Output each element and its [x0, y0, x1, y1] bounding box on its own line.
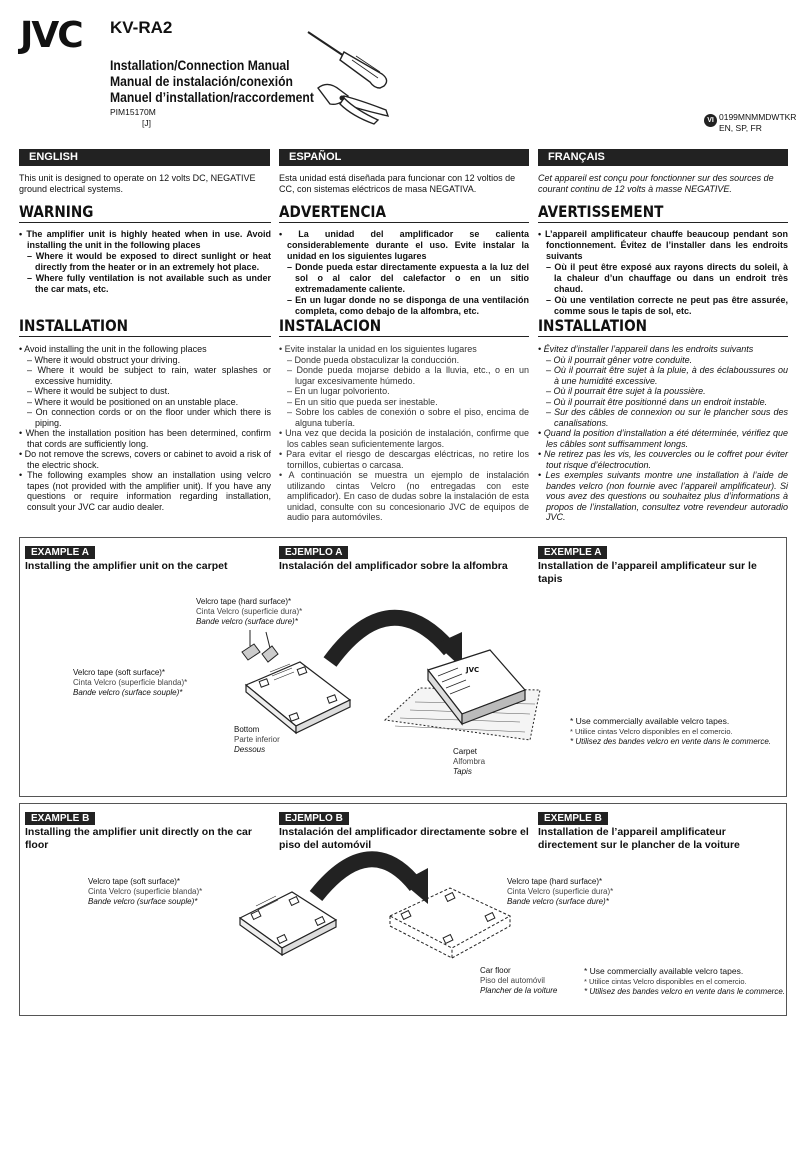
install-lead: • Avoid installing the unit in the following places	[19, 344, 207, 354]
install-sub: – Sobre los cables de conexión o sobre el piso, encima de alguna tubería.	[287, 407, 529, 428]
install-bullet: • Quand la position d’installation a été déterminée, vérifiez que les câbles sont suffisamment longs.	[538, 428, 788, 449]
install-sub: – Où il pourrait être sujet à la poussière.	[546, 386, 706, 396]
caption-fr: Bande velcro (surface souple)*	[73, 688, 183, 697]
part-number-block	[110, 107, 156, 129]
part-number: PIM15170M	[110, 107, 156, 117]
warning-sub: – Donde pueda estar directamente expuesta a la luz del sol o al calor del calefactor o en un sitio extremadamente caliente.	[287, 262, 529, 294]
installation-text-english	[19, 344, 271, 512]
divider	[279, 222, 529, 223]
install-bullet: • Ne retirez pas les vis, les couvercles ou le coffret pour éviter tout risque d’électrocution.	[538, 449, 788, 470]
caption-soft-surface-a	[73, 668, 187, 698]
brand-logo: JVC	[20, 15, 82, 56]
recycle-icon: VI	[704, 114, 717, 127]
caption-en: Carpet	[453, 747, 478, 756]
velcro-tape-icon	[242, 630, 278, 662]
lang-bar-french: FRANÇAIS	[538, 149, 788, 166]
intro-spanish: Esta unidad está diseñada para funcionar con 12 voltios de CC, con sistemas eléctricos de masa NEGATIVA.	[279, 173, 516, 194]
title-en: Installation/Connection Manual	[110, 58, 290, 73]
amplifier-bottom-view	[246, 662, 350, 733]
warning-sub: – Where fully ventilation is not available such as under the car mats, etc.	[27, 273, 271, 294]
caption-en: Velcro tape (hard surface)*	[507, 877, 603, 886]
caption-en: Velcro tape (hard surface)*	[196, 597, 292, 606]
example-a-es	[279, 542, 529, 573]
manual-titles	[110, 58, 314, 106]
install-sub: – Where it would be subject to rain, water splashes or excessive humidity.	[27, 365, 271, 386]
caption-es: Parte inferior	[234, 735, 280, 744]
caption-es: Cinta Velcro (superficie dura)*	[507, 887, 614, 896]
divider	[538, 336, 788, 337]
example-label: EXEMPLE B	[538, 812, 608, 825]
install-sub: – En un sitio que pueda ser inestable.	[287, 396, 438, 407]
model-number: KV-RA2	[110, 18, 173, 37]
example-title: Instalación del amplificador directamente sobre el piso del automóvil	[279, 826, 529, 851]
warning-sub: – Where it would be exposed to direct sunlight or heat directly from the heater or in an extremely hot place.	[27, 251, 271, 272]
warning-sub: – Où il peut être exposé aux rayons directs du soleil, à la chaleur d’un chauffage ou dans un endroit très chaud.	[546, 262, 788, 294]
curved-arrow-icon	[316, 859, 428, 904]
example-label: EXAMPLE A	[25, 546, 95, 559]
install-sub: – Where it would obstruct your driving.	[27, 354, 181, 365]
car-floor-outline	[390, 888, 510, 958]
install-sub: – Où il pourrait être sujet à la pluie, à des éclaboussures ou à une humidité excessive.	[546, 365, 788, 386]
caption-fr: Tapis	[453, 767, 472, 776]
warning-text-english	[19, 229, 271, 295]
amplifier-bottom-view	[240, 892, 336, 955]
warning-main: • The amplifier unit is highly heated when in use. Avoid installing the unit in the following places	[19, 229, 271, 250]
unit-logo: JVC	[466, 666, 480, 674]
lang-bar-english: ENGLISH	[19, 149, 270, 166]
caption-fr: Bande velcro (surface dure)*	[196, 617, 298, 626]
installation-text-french	[538, 344, 788, 523]
example-a-fr	[538, 542, 778, 586]
example-label: EXAMPLE B	[25, 812, 95, 825]
warning-main: • L’appareil amplificateur chauffe beaucoup pendant son fonctionnement. Évitez de l’installer dans les endroits suivants	[538, 229, 788, 261]
caption-soft-surface-b	[88, 877, 202, 907]
install-sub: – Où il pourrait gêner votre conduite.	[546, 354, 693, 365]
example-title: Installation de l’appareil amplificateur directement sur le plancher de la voiture	[538, 826, 740, 851]
note-en: * Use commercially available velcro tapes.	[584, 966, 744, 976]
install-sub: – Sur des câbles de connexion ou sur le plancher sous des canalisations.	[546, 407, 788, 428]
install-sub: – Where it would be subject to dust.	[27, 386, 170, 396]
notes-b	[584, 966, 785, 998]
installation-title-spanish: INSTALACION	[279, 316, 382, 335]
install-sub: – Donde pueda obstaculizar la conducción.	[287, 354, 460, 365]
doc-code: 0199MNMMDWTKR	[719, 112, 797, 122]
doc-languages: EN, SP, FR	[719, 123, 762, 133]
region-code: [J]	[142, 118, 151, 128]
caption-es: Alfombra	[453, 757, 486, 766]
install-lead: • Evite instalar la unidad en los siguientes lugares	[279, 344, 477, 354]
warning-text-spanish	[279, 229, 529, 317]
install-sub: – Où il pourrait être positionné dans un endroit instable.	[546, 396, 768, 407]
warning-title-english: WARNING	[19, 202, 94, 221]
install-bullet: • A continuación se muestra un ejemplo de instalación utilizando cintas Velcro (no entregadas con este amplificador). En caso de dudas sobre la instalación de esta unidad, consulte con su concesionario JVC de equipos de audio para automóviles.	[279, 470, 529, 522]
screwdriver-icon	[308, 32, 387, 88]
example-b-fr	[538, 808, 778, 852]
caption-es: Cinta Velcro (superficie dura)*	[196, 607, 303, 616]
divider	[538, 222, 788, 223]
lang-bar-spanish: ESPAÑOL	[279, 149, 529, 166]
installation-title-french: INSTALLATION	[538, 316, 648, 335]
note-en: * Use commercially available velcro tapes.	[570, 716, 730, 726]
caption-fr: Bande velcro (surface dure)*	[507, 897, 609, 906]
warning-title-french: AVERTISSEMENT	[538, 202, 664, 221]
install-bullet: • Les exemples suivants montre une installation à l’aide de bandes velcro (non fournie avec l’appareil amplificateur). Si vous avez des questions ou souhaitez plus d’informations à propos de l’installation, consultez votre revendeur autoradio JVC.	[538, 470, 788, 522]
divider	[19, 336, 271, 337]
install-sub: – Donde pueda mojarse debido a la lluvia, etc., o en un lugar excesivamente húmedo.	[287, 365, 529, 386]
intro-english: This unit is designed to operate on 12 volts DC, NEGATIVE ground electrical systems.	[19, 173, 256, 194]
example-title: Instalación del amplificador sobre la alfombra	[279, 560, 508, 572]
warning-sub: – En un lugar donde no se disponga de una ventilación completa, como debajo de la alfombra, etc.	[287, 295, 529, 316]
caption-car-floor	[480, 966, 557, 996]
example-a-illustration	[200, 590, 560, 760]
install-sub: – On connection cords or on the floor under which there is piping.	[27, 407, 271, 428]
warning-main: • La unidad del amplificador se calienta considerablemente durante el uso. Evite instalar la unidad en los siguientes lugares	[279, 229, 529, 261]
install-bullet: • Para evitar el riesgo de descargas eléctricas, no retire los tornillos, cubiertas o carcasa.	[279, 449, 529, 470]
caption-fr: Plancher de la voiture	[480, 986, 558, 995]
notes-a	[570, 716, 771, 748]
example-label: EJEMPLO B	[279, 812, 349, 825]
intro-french: Cet appareil est conçu pour fonctionner sur des sources de courant continu de 12 volts à masse NEGATIVE.	[538, 173, 774, 194]
installation-title-english: INSTALLATION	[19, 316, 129, 335]
install-lead: • Évitez d’installer l’appareil dans les endroits suivants	[538, 344, 754, 354]
warning-sub: – Où une ventilation correcte ne peut pas être assurée, comme sous le tapis de sol, etc.	[546, 295, 788, 316]
example-title: Installing the amplifier unit on the carpet	[25, 560, 228, 572]
install-bullet: • When the installation position has been determined, confirm that cords are sufficiently long.	[19, 428, 271, 449]
example-title: Installing the amplifier unit directly on the car floor	[25, 826, 252, 851]
install-sub: – Where it would be positioned on an unstable place.	[27, 396, 239, 407]
document-code	[719, 112, 796, 134]
caption-en: Velcro tape (soft surface)*	[73, 668, 166, 677]
caption-hard-surface-b	[507, 877, 613, 907]
caption-es: Cinta Velcro (superficie blanda)*	[73, 678, 188, 687]
example-label: EXEMPLE A	[538, 546, 607, 559]
caption-en: Bottom	[234, 725, 260, 734]
installation-text-spanish	[279, 344, 529, 523]
divider	[19, 222, 271, 223]
install-sub: – En un lugar polvoriento.	[287, 386, 390, 396]
pliers-icon	[318, 84, 388, 124]
example-a-en	[25, 542, 270, 573]
title-fr: Manuel d’installation/raccordement	[110, 90, 314, 105]
warning-title-spanish: ADVERTENCIA	[279, 202, 387, 221]
warning-text-french	[538, 229, 788, 317]
caption-fr: Dessous	[234, 745, 266, 754]
divider	[279, 336, 529, 337]
install-bullet: • The following examples show an installation using velcro tapes (not provided with the amplifier unit). If you have any questions or require information regarding installation, consult your JVC car audio dealer.	[19, 470, 271, 512]
tools-illustration	[300, 26, 400, 126]
curved-arrow-icon	[330, 618, 462, 668]
caption-en: Velcro tape (soft surface)*	[88, 877, 181, 886]
example-label: EJEMPLO A	[279, 546, 348, 559]
note-fr: * Utilisez des bandes velcro en vente dans le commerce.	[584, 987, 785, 996]
caption-fr: Bande velcro (surface souple)*	[88, 897, 198, 906]
caption-es: Piso del automóvil	[480, 976, 545, 985]
caption-es: Cinta Velcro (superficie blanda)*	[88, 887, 203, 896]
install-bullet: • Do not remove the screws, covers or cabinet to avoid a risk of the electric shock.	[19, 449, 271, 470]
title-es: Manual de instalación/conexión	[110, 74, 293, 89]
note-es: * Utilice cintas Velcro disponibles en el comercio.	[570, 726, 733, 736]
example-title: Installation de l’appareil amplificateur sur le tapis	[538, 560, 757, 585]
caption-en: Car floor	[480, 966, 511, 975]
note-fr: * Utilisez des bandes velcro en vente dans le commerce.	[570, 737, 771, 746]
note-es: * Utilice cintas Velcro disponibles en el comercio.	[584, 976, 747, 986]
example-b-illustration	[220, 840, 520, 970]
install-bullet: • Una vez que decida la posición de instalación, confirme que los cables sean suficientemente largos.	[279, 428, 529, 449]
